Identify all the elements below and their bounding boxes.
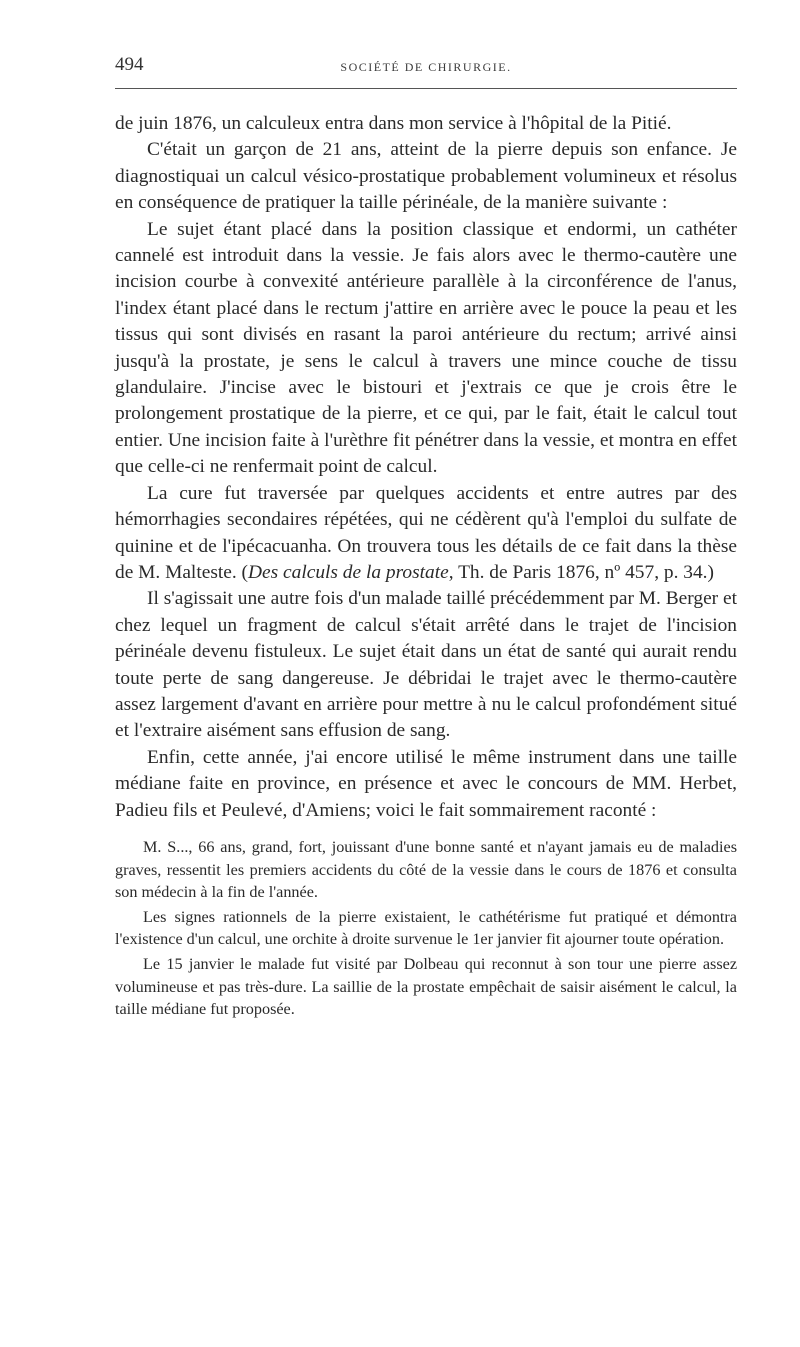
paragraph: C'était un garçon de 21 ans, atteint de la pierre depuis son enfance. Je diagnostiquai un calcul vésico-prostatique probablement volumineux et résolus en conséquence de pratiquer la taille périnéale, de la manière suivante : — [115, 139, 737, 214]
page-number: 494 — [115, 54, 144, 75]
paragraph: Le sujet étant placé dans la position classique et endormi, un cathéter cannelé est introduit dans la vessie. Je fais alors avec le thermo-cautère une incision courbe à convexité antérieure parallèle à la circonférence de l'anus, l'index étant placé dans le rectum j'attire en arrière avec le pouce la peau et les tissus qui sont divisés en rasant la paroi antérieure du rectum; arrivé ainsi jusqu'à la prostate, je sens le calcul à travers une mince couche de tissu glandulaire. J'incise avec le bistouri et j'extrais ce que je crois être le prolongement prostatique de la pierre, et ce qui, par le fait, était le calcul tout entier. Une incision faite à l'urèthre fit pénétrer dans la vessie, et montra en effet que celle-ci ne renfermait point de calcul. — [115, 218, 737, 478]
paragraph: Il s'agissait une autre fois d'un malade taillé précédemment par M. Berger et chez lequel un fragment de calcul s'était arrêté dans le trajet de l'incision périnéale devenu fistuleux. Le sujet était dans un état de santé qui aurait rendu toute perte de sang dangereuse. Je débridai le trajet avec le thermo-cautère assez largement d'avant en arrière pour mettre à nu le calcul profondément situé et l'extraire aisément sans effusion de sang. — [115, 588, 737, 742]
case-paragraph: M. S..., 66 ans, grand, fort, jouissant d'une bonne santé et n'ayant jamais eu de maladies graves, ressentit les premiers accidents du côté de la vessie dans le cours de 1876 et consulta son médecin à la fin de l'année. — [115, 837, 737, 902]
running-title: SOCIÉTÉ DE CHIRURGIE. — [340, 60, 512, 74]
paragraph-text: , Th. de Paris 1876, nº 457, p. 34.) — [448, 561, 714, 583]
book-page — [115, 48, 737, 1023]
page-header — [115, 48, 737, 78]
header-rule — [115, 88, 737, 89]
paragraph: de juin 1876, un calculeux entra dans mon service à l'hôpital de la Pitié. — [115, 113, 672, 134]
main-text — [115, 111, 737, 824]
paragraph-text: La cure fut traversée par quelques accidents et entre autres par des hémorrhagies secondaires répétées, qui ne cédèrent qu'à l'emploi du sulfate de quinine et de l'ipécacuanha. On trouvera tous les détails de ce fait dans la thèse de M. Malteste. ( — [115, 482, 737, 583]
case-report — [115, 836, 737, 1021]
case-paragraph: Les signes rationnels de la pierre existaient, le cathétérisme fut pratiqué et démontra l'existence d'un calcul, une orchite à droite survenue le 1er janvier fit ajourner toute opération. — [115, 907, 737, 949]
paragraph — [115, 481, 737, 587]
thesis-title: Des calculs de la prostate — [248, 561, 449, 583]
paragraph: Enfin, cette année, j'ai encore utilisé le même instrument dans une taille médiane faite en province, en présence et avec le concours de MM. Herbet, Padieu fils et Peulevé, d'Amiens; voici le fait sommairement raconté : — [115, 746, 737, 821]
case-paragraph: Le 15 janvier le malade fut visité par Dolbeau qui reconnut à son tour une pierre assez volumineuse et pas très-dure. La saillie de la prostate empêchait de saisir aisément le calcul, la taille médiane fut proposée. — [115, 954, 737, 1019]
